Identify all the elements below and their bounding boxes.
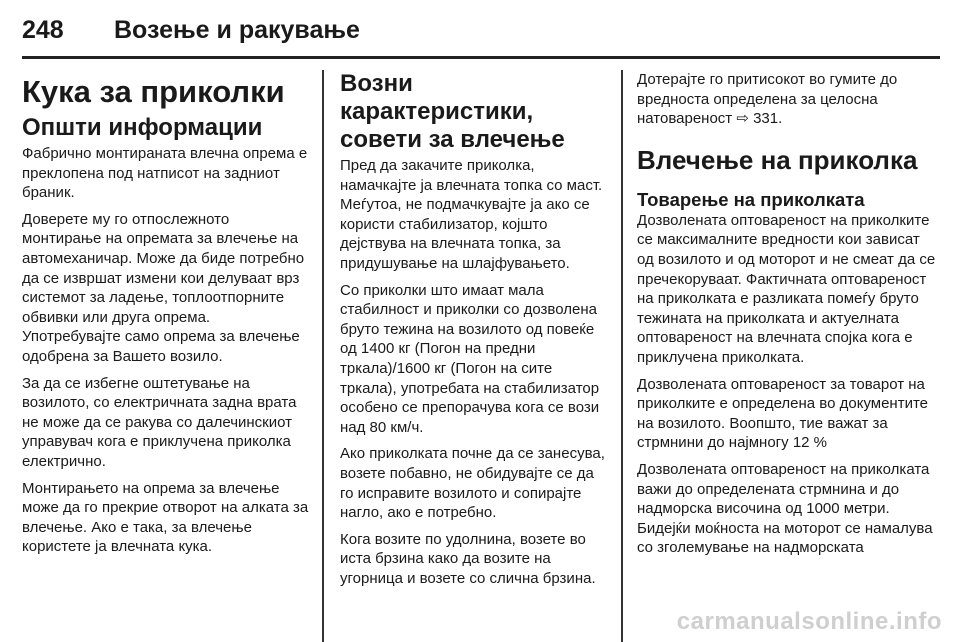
paragraph: Кога возите по удолнина, возете во иста брзина како да возите на угорница и возете со слична брзина.: [340, 530, 596, 587]
subsection-heading: Товарење на приколката: [637, 188, 865, 210]
paragraph: Дозволената оптовареност за товарот на приколките е определена во документите на возилото. Воопшто, тие важат за стрмнини до најмногу 12 %: [637, 375, 929, 452]
watermark: carmanualsonline.info: [676, 608, 942, 635]
subsection-heading: Општи информации: [22, 114, 263, 141]
paragraph: Монтирањето на опрема за влечење може да го прекрие отворот на алката за влечење. Ако е така, за влечење користете ја влечната кука.: [22, 479, 309, 556]
paragraph: За да се избегне оштетување на возилото, со електричната задна врата не може да се ракува со далечинскиот управувач кога е приклучена приколка електрично.: [22, 374, 297, 470]
page-header: [22, 8, 940, 52]
page-number: 248: [22, 15, 64, 44]
paragraph: Дозволената оптовареност на приколката важи до определената стрмнина и до надморска височина од 1000 метри. Бидејќи моќноста на моторот се намалува со зголемување на надморската: [637, 460, 933, 557]
column-1: [22, 70, 310, 642]
paragraph: Доверете му го отпослежното монтирање на опремата за влечење на автомеханичар. Може да биде потребно да се извршат измени кои делуваат врз системот за ладење, топлоотпорните обвивки или друга опрема. Употребувајте само опрема за влечење одобрена за Вашето возило.: [22, 210, 305, 365]
paragraph: Дозволената оптовареност на приколките се максималните вредности кои зависат од возилото и од моторот и не смеат да се пречекоруваат. Фактичната оптовареност на приколката е разликата помеѓу бруто тежината на приколката и актуелната оптовареност на влечната спојка кога е приклучена приколката.: [637, 211, 936, 366]
column-divider-2: [621, 70, 623, 642]
paragraph: Фабрично монтираната влечна опрема е преклопена под натписот на задниот браник.: [22, 145, 308, 202]
column-divider-1: [322, 70, 324, 642]
header-title: Возење и ракување: [114, 15, 360, 44]
section-heading: Возни карактеристики, совети за влечење: [340, 70, 565, 153]
intro-paragraph: Дотерајте го притисокот во гумите до вредноста определена за целосна натовареност ⇨ 331.: [637, 71, 898, 128]
column-2: [340, 70, 610, 642]
section-heading: Кука за приколки: [22, 74, 285, 109]
paragraph: Со приколки што имаат мала стабилност и приколки со дозволена бруто тежина на возилото од повеќе од 1400 кг (Погон на предни тркала)/1600 кг (Погон на сите тркала), употребата на стабилизатор особено се препорачува кога се вози над 80 км/ч.: [340, 281, 600, 436]
paragraph: Ако приколката почне да се занесува, возете побавно, не обидувајте се да го исправите возилото и сопирајте нагло, ако е потребно.: [340, 445, 605, 522]
paragraph: Пред да закачите приколка, намачкајте ја влечната топка со маст. Меѓутоа, не подмачкувајте ја ако се користи стабилизатор, којшто дејствува на влечната топка, за придушување на шлајфувањето.: [340, 157, 603, 272]
header-rule: [22, 56, 940, 59]
column-3: [637, 70, 940, 642]
section-heading: Влечење на приколка: [637, 144, 918, 175]
